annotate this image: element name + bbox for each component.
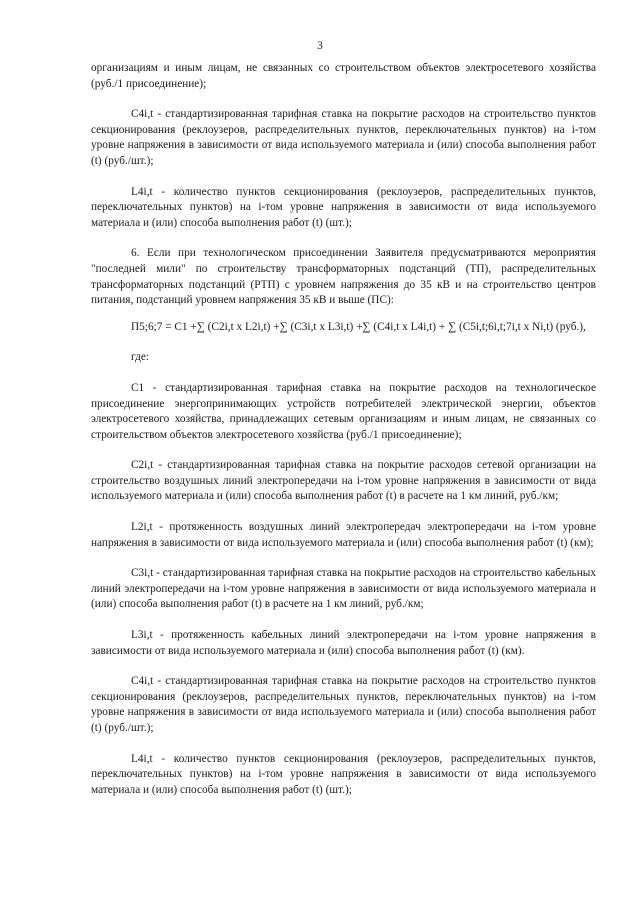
formula: П5;6;7 = С1 +∑ (С2i,t x L2i,t) +∑ (С3i,t x L3i,t) +∑ (С4i,t x L4i,t) + ∑ (С5i,t;6i,t;7i,t x Ni,t) (руб.), (131, 320, 586, 333)
paragraph-c4-definition-2: С4i,t - стандартизированная тарифная ставка на покрытие расходов на строительство пунктов секционирования (реклоузеров, распределительных пунктов, переключательных пунктов) на i-том уровне напряжения в зависимости от вида используемого материала и (или) способа выполнения работ (t) (руб./шт.); (91, 675, 596, 734)
paragraph-where: где: (131, 351, 149, 364)
paragraph-l4-definition: L4i,t - количество пунктов секционирования (реклоузеров, распределительных пунктов, переключательных пунктов) на i-том уровне напряжения в зависимости от вида используемого материала и (или) способа выполнения работ (t) (шт.); (91, 185, 596, 229)
paragraph-c4-definition: С4i,t - стандартизированная тарифная ставка на покрытие расходов на строительство пунктов секционирования (реклоузеров, распределительных пунктов, переключательных пунктов) на i-том уровне напряжения в зависимости от вида используемого материала и (или) способа выполнения работ (t) (руб./шт.); (91, 108, 596, 167)
document-body (91, 61, 596, 813)
paragraph-l3-definition: L3i,t - протяженность кабельных линий электропередачи на i-том уровне напряжения в зависимости от вида используемого материала и (или) способа выполнения работ (t) (км). (91, 629, 596, 657)
paragraph-item-6: 6. Если при технологическом присоединении Заявителя предусматриваются мероприятия "последней мили" по строительству трансформаторных подстанций (ТП), распределительных трансформаторных подстанций (РТП) с уровнем напряжения до 35 кВ и на строительство центров питания, подстанций уровнем напряжения 35 кВ и выше (ПС): (91, 247, 596, 307)
paragraph-c2-definition: С2i,t - стандартизированная тарифная ставка на покрытие расходов сетевой организации на строительство воздушных линий электропередачи на i-том уровне напряжения в зависимости от вида используемого материала и (или) способа выполнения работ (t) в расчете на 1 км линий, руб./км; (91, 459, 596, 503)
paragraph-c3-definition: С3i,t - стандартизированная тарифная ставка на покрытие расходов на строительство кабельных линий электропередачи на i-том уровне напряжения в зависимости от вида используемого материала и (или) способа выполнения работ (t) в расчете на 1 км линий, руб./км; (91, 567, 596, 611)
paragraph-c1-definition: С1 - стандартизированная тарифная ставка на покрытие расходов на технологическое присоединение энергопринимающих устройств потребителей электрической энергии, объектов электросетевого хозяйства, принадлежащих сетевым организациям и иным лицам, не связанных со строительством объектов электросетевого хозяйства (руб./1 присоединение); (91, 381, 596, 441)
paragraph-l4-definition-2: L4i,t - количество пунктов секционирования (реклоузеров, распределительных пунктов, переключательных пунктов) на i-том уровне напряжения в зависимости от вида используемого материала и (или) способа выполнения работ (t) (шт.); (91, 752, 596, 796)
paragraph-continuation: организациям и иным лицам, не связанных со строительством объектов электросетевого хозяйства (руб./1 присоединение); (91, 62, 596, 90)
paragraph-l2-definition: L2i,t - протяженность воздушных линий электропередач электропередачи на i-том уровне напряжения в зависимости от вида используемого материала и (или) способа выполнения работ (t) (км); (91, 521, 596, 549)
page-number: 3 (317, 40, 323, 52)
